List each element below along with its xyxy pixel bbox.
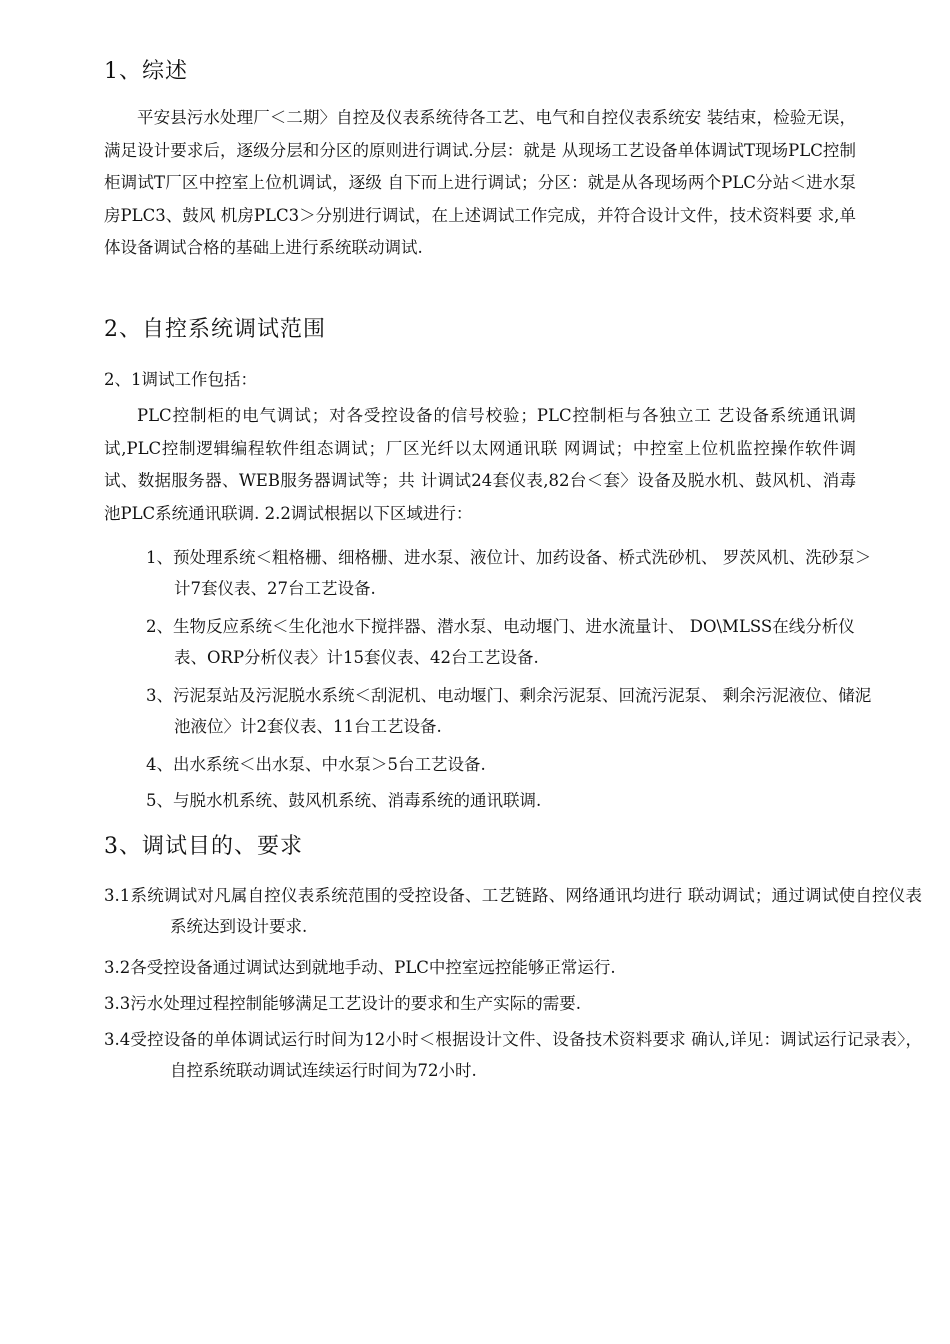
section-1-heading: 1、综述: [104, 59, 188, 84]
section-3-heading: 3、调试目的、要求: [104, 834, 303, 859]
section-2-body: PLC控制柜的电气调试；对各受控设备的信号校验；PLC控制柜与各独立工 艺设备系统通讯调试,PLC控制逻辑编程软件组态调试；厂区光纤以太网通讯联 网调试；中控室上位机监控操作软件调试、数据服务器、WEB服务器调试等；共 计调试24套仪表,82台＜套〉设备及脱水机、鼓风机、消毒池PLC系统通讯联调. 2.2调试根据以下区域进行：: [104, 406, 856, 523]
area-item-5: 5、与脱水机系统、鼓风机系统、消毒系统的通讯联调.: [146, 791, 542, 810]
area-item-2: 2、生物反应系统＜生化池水下搅拌器、潜水泵、电动堰门、进水流量计、 DO\MLSS在线分析仪表、ORP分析仪表〉计15套仪表、42台工艺设备.: [146, 617, 855, 667]
requirement-item-3: 3.3污水处理过程控制能够满足工艺设计的要求和生产实际的需要.: [104, 994, 581, 1013]
requirement-item-4: 3.4受控设备的单体调试运行时间为12小时＜根据设计文件、设备技术资料要求 确认,详见：调试运行记录表〉，自控系统联动调试连续运行时间为72小时.: [104, 1030, 922, 1080]
requirement-item-2: 3.2各受控设备通过调试达到就地手动、PLC中控室远控能够正常运行.: [104, 958, 616, 977]
section-1-body: 平安县污水处理厂＜二期〉自控及仪表系统待各工艺、电气和自控仪表系统安 装结束，检验无误，满足设计要求后，逐级分层和分区的原则进行调试.分层：就是 从现场工艺设备单体调试T现场PLC控制柜调试T厂区中控室上位机调试，逐级 自下而上进行调试；分区：就是从各现场两个PLC分站＜进水泵房PLC3、鼓风 机房PLC3＞分别进行调试，在上述调试工作完成，并符合设计文件，技术资料要 求,单体设备调试合格的基础上进行系统联动调试.: [104, 108, 856, 257]
area-item-3: 3、污泥泵站及污泥脱水系统＜刮泥机、电动堰门、剩余污泥泵、回流污泥泵、 剩余污泥液位、储泥池液位〉计2套仪表、11台工艺设备.: [146, 686, 872, 736]
area-item-1: 1、预处理系统＜粗格栅、细格栅、进水泵、液位计、加药设备、桥式洗砂机、 罗茨风机、洗砂泵＞计7套仪表、27台工艺设备.: [146, 548, 872, 598]
section-2-heading: 2、自控系统调试范围: [104, 317, 326, 342]
requirement-item-1: 3.1系统调试对凡属自控仪表系统范围的受控设备、工艺链路、网络通讯均进行 联动调试；通过调试使自控仪表系统达到设计要求.: [104, 886, 922, 936]
area-item-4: 4、出水系统＜出水泵、中水泵＞5台工艺设备.: [146, 755, 486, 774]
section-2-subheading: 2、1调试工作包括：: [104, 370, 257, 389]
